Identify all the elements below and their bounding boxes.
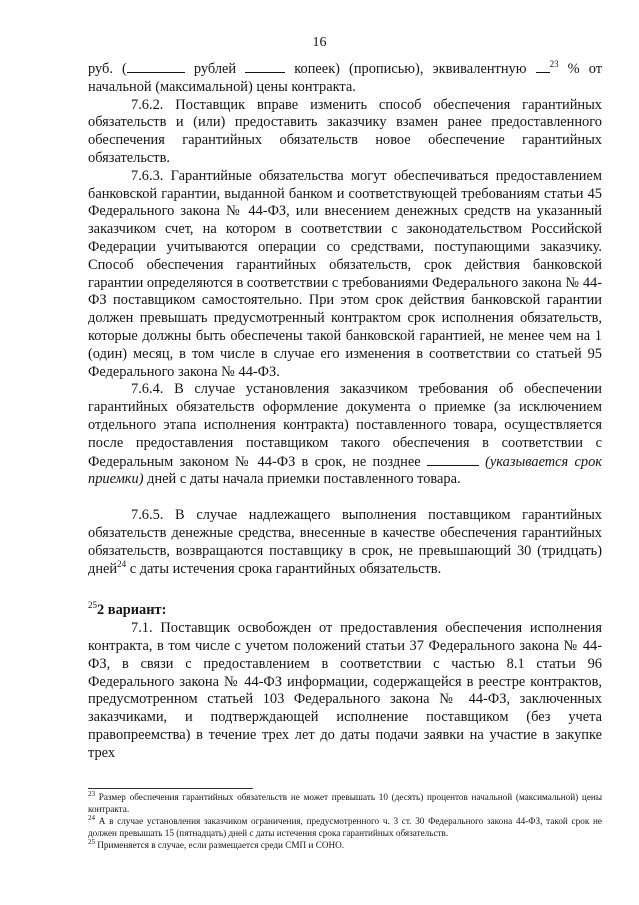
footnote-divider	[88, 788, 253, 789]
paragraph-7-6-2: 7.6.2. Поставщик вправе изменить способ обеспечения гарантийных обязательств и (или) предоставить заказчику взамен ранее предоставленного обеспечения гарантийных обязательств новое обеспечение гарантийных обязательств.	[88, 96, 602, 166]
paragraph-7-6-4-text: 7.6.4. В случае установления заказчиком требования об обеспечении гарантийных обязательств оформление документа о приемке (за исключением отдельного этапа исполнения контракта) поставленного товара, осуществляется после предоставления поставщиком такого обеспечения в соответствии с Федеральным законом № 44-ФЗ в срок, не позднее	[88, 381, 602, 470]
paragraph-7-1: 7.1. Поставщик освобожден от предоставления обеспечения исполнения контракта, в том числе с учетом положений статьи 37 Федерального закона № 44-ФЗ, в связи с предоставлением в соответствии с частью 8.1 статьи 96 Федерального закона № 44-ФЗ информации, содержащейся в реестре контрактов, предусмотренном статьей 103 Федерального закона № 44-ФЗ, заключенных заказчиками, и подтверждающей исполнение поставщиком (без учета правопреемства) в течение трех лет до даты подачи заявки на участие в закупке трех	[88, 620, 602, 761]
footnote-24	[88, 816, 602, 839]
kopecks-label: копеек) (прописью), эквивалентную	[285, 61, 536, 77]
page-number: 16	[312, 35, 327, 50]
variant-label: 2 вариант:	[97, 602, 167, 619]
rubles-label: рублей	[184, 61, 246, 77]
footnote-number: 25	[88, 838, 95, 847]
paragraph-7-6-4	[88, 381, 602, 489]
footnote-25	[88, 840, 602, 852]
footnote-text: А в случае установления заказчиком ограничения, предусмотренного ч. 3 ст. 30 Федерального закона 44-ФЗ, такой срок не должен превышать 15 (пятнадцать) дней с даты истечения срока гарантийных обязательств.	[88, 816, 602, 838]
paragraph-7-6-5	[88, 507, 602, 578]
footnotes	[88, 789, 602, 853]
paragraph-7-6-5-end: с даты истечения срока гарантийных обязательств.	[126, 560, 442, 577]
footnote-ref-25: 25	[88, 600, 97, 611]
footnote-text: Применяется в случае, если размещается среди СМП и СОНО.	[95, 840, 345, 851]
footnote-number: 24	[88, 814, 95, 823]
rubles-blank	[127, 60, 185, 73]
footnote-number: 23	[88, 789, 95, 798]
acceptance-term-hint: (указывается срок приемки)	[88, 453, 602, 488]
paragraph-7-6-4-end: дней с даты начала приемки поставленного товара.	[143, 471, 461, 488]
percent-blank	[536, 60, 550, 73]
variant-heading	[88, 602, 602, 620]
footnote-23	[88, 789, 602, 815]
footnote-ref-24: 24	[117, 558, 127, 569]
amount-prefix: руб. (	[88, 61, 127, 77]
kopecks-blank	[245, 60, 285, 73]
acceptance-term-blank	[427, 453, 479, 466]
paragraph-7-6-5-text: 7.6.5. В случае надлежащего выполнения поставщиком гарантийных обязательств денежные средства, внесенные в качестве обеспечения гарантийных обязательств, возвращаются поставщику в срок, не превышающий 30 (тридцать) дней	[88, 507, 602, 577]
amount-suffix: % от начальной (максимальной) цены контракта.	[88, 61, 602, 95]
footnote-text: Размер обеспечения гарантийных обязательств не может превышать 10 (десять) процентов начальной (максимальной) цены контракта.	[88, 792, 602, 814]
paragraph-7-6-3: 7.6.3. Гарантийные обязательства могут обеспечиваться предоставлением банковской гарантии, выданной банком и соответствующей требованиям статьи 45 Федерального закона № 44-ФЗ, или внесением денежных средств на указанный заказчиком счет, на котором в соответствии с законодательством Российской Федерации учитываются операции со средствами, поступающими заказчику. Способ обеспечения гарантийных обязательств, срок действия банковской гарантии определяются в соответствии с требованиями Федерального закона № 44-ФЗ поставщиком самостоятельно. При этом срок действия банковской гарантии должен превышать предусмотренный контрактом срок исполнения обязательств, которые должны быть обеспечены такой банковской гарантией, не менее чем на 1 (один) месяц, в том числе в случае его изменения в соответствии со статьей 95 Федерального закона № 44-ФЗ.	[88, 167, 602, 380]
document-body	[88, 60, 602, 762]
paragraph-amount-line	[88, 60, 602, 97]
footnote-ref-23: 23	[549, 59, 559, 70]
